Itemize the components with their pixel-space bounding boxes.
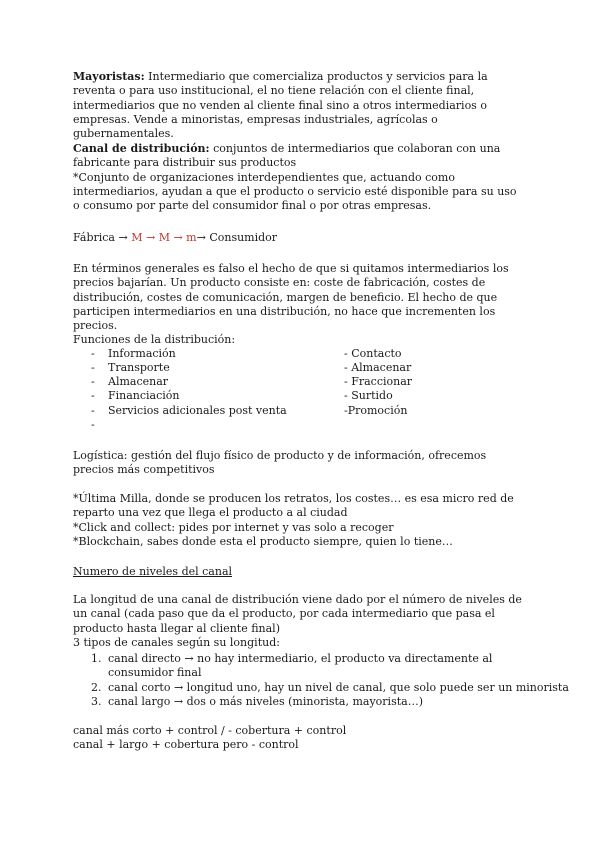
generales-paragraph xyxy=(73,262,525,333)
funcion-right: - Almacenar xyxy=(344,361,412,374)
canal-label: Canal de distribución: xyxy=(73,142,210,155)
funciones-row xyxy=(0,389,600,403)
resumen-block xyxy=(73,724,525,753)
flow-arrow: → xyxy=(173,231,183,244)
funcion-left: Transporte xyxy=(108,361,170,374)
funcion-left: Información xyxy=(108,347,176,360)
tipos-title: 3 tipos de canales según su longitud: xyxy=(73,635,280,649)
niveles-heading: Numero de niveles del canal xyxy=(73,565,233,578)
canal-note: *Conjunto de organizaciones interdependientes que, actuando como intermediarios, ayudan a que el producto o servicio esté disponible para su uso o consumo por parte del consumidor final o por otras empresas. xyxy=(73,170,517,213)
flow-arrow: → xyxy=(196,231,206,244)
funciones-row xyxy=(0,418,600,432)
bullet: - xyxy=(91,389,95,402)
mayoristas-label: Mayoristas: xyxy=(73,70,145,83)
funcion-right: - Fraccionar xyxy=(344,375,413,388)
list-item xyxy=(0,652,600,680)
mayoristas-text: Intermediario que comercializa productos y servicios para la reventa o para uso institucional, el no tiene relación con el cliente final, intermediarios que no venden al cliente final sino a otros intermediarios o empresas. Vende a minoristas, empresas industriales, agrícolas o gubernamentales. xyxy=(73,70,488,141)
flow-line xyxy=(73,231,525,245)
item-text: canal directo → no hay intermediario, el producto va directamente al consumidor final xyxy=(108,652,493,680)
resumen-line: canal más corto + control / - cobertura + control xyxy=(73,724,347,737)
item-number: 3. xyxy=(91,695,102,708)
funciones-row xyxy=(0,347,600,361)
flow-end: Consumidor xyxy=(209,231,278,244)
resumen-line: canal + largo + cobertura pero - control xyxy=(73,738,299,752)
funcion-right: - Contacto xyxy=(344,347,402,360)
flow-start: Fábrica xyxy=(73,231,115,244)
bullet: - xyxy=(91,347,95,360)
flow-m3: m xyxy=(186,231,197,244)
canal-text: conjuntos de intermediarios que colaboran con una fabricante para distribuir sus productos xyxy=(73,142,501,170)
funcion-right: -Promoción xyxy=(344,404,408,417)
flow-m2: M xyxy=(158,231,170,244)
item-text: canal corto → longitud uno, hay un nivel de canal, que solo puede ser un minorista xyxy=(108,681,569,694)
logistica-paragraph xyxy=(73,449,525,478)
funciones-row xyxy=(0,404,600,418)
item-text: canal largo → dos o más niveles (minorista, mayorista…) xyxy=(108,695,423,708)
funcion-right: - Surtido xyxy=(344,389,393,402)
funcion-left: Financiación xyxy=(108,389,180,402)
bullet: - xyxy=(91,404,95,417)
bullet: - xyxy=(91,361,95,374)
funcion-left: Servicios adicionales post venta xyxy=(108,404,287,417)
item-number: 2. xyxy=(91,681,102,694)
nota-blockchain: *Blockchain, sabes donde esta el producto siempre, quien lo tiene… xyxy=(73,534,453,548)
canal-paragraph xyxy=(73,142,525,213)
generales-text: En términos generales es falso el hecho de que si quitamos intermediarios los precios bajarían. Un producto consiste en: coste de fabricación, costes de distribución, costes de comunicación, margen de beneficio. El hecho de que participen intermediarios en una distribución, no hace que incrementen los precios. xyxy=(73,262,509,333)
flow-arrow: → xyxy=(118,231,128,244)
mayoristas-paragraph xyxy=(73,70,525,141)
funciones-row xyxy=(0,375,600,389)
bullet: - xyxy=(91,418,95,431)
niveles-intro: La longitud de una canal de distribución viene dado por el número de niveles de un canal (cada paso que da el producto, por cada intermediario que pasa el producto hasta llegar al cliente final) 3 tipos de canales según su longitud: xyxy=(73,593,525,650)
item-number: 1. xyxy=(91,652,102,665)
notas-block xyxy=(73,492,525,549)
logistica-text: Logística: gestión del flujo físico de producto y de información, ofrecemos precios más competitivos xyxy=(73,449,487,477)
flow-m1: M xyxy=(131,231,143,244)
flow-arrow: → xyxy=(145,231,156,244)
list-item xyxy=(0,681,600,695)
funcion-left: Almacenar xyxy=(108,375,169,388)
funciones-row xyxy=(0,361,600,375)
funciones-title: Funciones de la distribución: xyxy=(73,333,236,346)
bullet: - xyxy=(91,375,95,388)
nota-ultima-milla: *Última Milla, donde se producen los retratos, los costes… es esa micro red de reparto una vez que llega el producto a al ciudad xyxy=(73,492,514,520)
list-item xyxy=(0,695,600,709)
nota-click-collect: *Click and collect: pides por internet y vas solo a recoger xyxy=(73,520,394,534)
